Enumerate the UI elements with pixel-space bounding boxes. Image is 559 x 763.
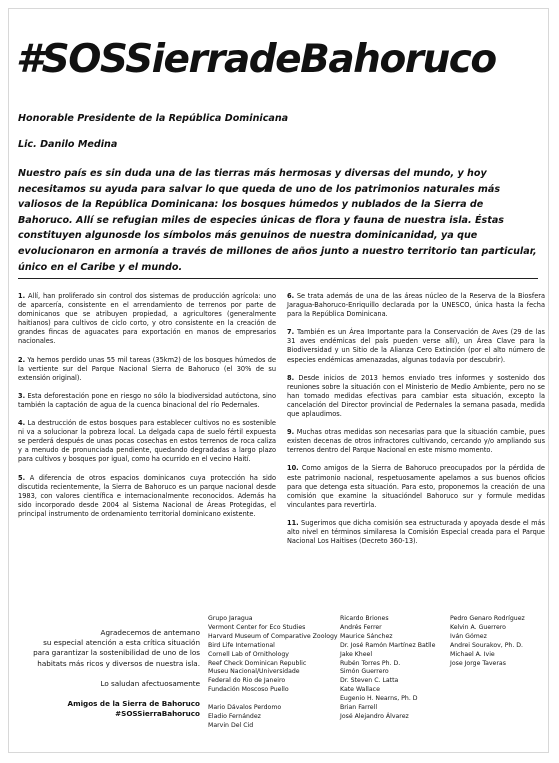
point-number: 2.	[18, 355, 26, 364]
point-text: También es un Área Importante para la Conservación de Aves (29 de las 31 aves endémicas del país pueden verse allí), un Área Clave para la Biodiversidad y un Sitio de la Alianza Cero Extinción (por el alto número de especies endémicas amenazadas, algunas todavía por descubrir).	[287, 328, 545, 364]
signature-group: Amigos de la Sierra de Bahoruco	[67, 699, 200, 709]
signatory-name: Jose Jorge Taveras	[450, 659, 506, 667]
signatories-column-1	[208, 615, 338, 731]
point-text: Ya hemos perdido unas 55 mil tareas (35km2) de los bosques húmedos de la vertiente sur del Parque Nacional Sierra de Bahoruco (el 30% de su extensión original).	[18, 355, 276, 382]
point-number: 11.	[287, 518, 299, 527]
point-number: 5.	[18, 473, 26, 482]
points-column-left	[18, 292, 276, 528]
signatory-name: Pedro Genaro Rodríguez	[450, 615, 525, 622]
closing-greeting: Lo saludan afectuosamente	[100, 678, 200, 688]
section-divider	[18, 278, 538, 279]
numbered-point	[18, 392, 276, 410]
signatory-name: Brian Farrell	[340, 704, 378, 712]
point-number: 4.	[18, 419, 26, 428]
numbered-point	[18, 356, 276, 383]
signatory-name: Ricardo Briones	[340, 615, 389, 622]
page-title: #SOSSierradeBahoruco	[16, 37, 496, 82]
point-number: 10.	[287, 464, 299, 473]
point-number: 6.	[287, 292, 295, 300]
point-text: Como amigos de la Sierra de Bahoruco preocupados por la pérdida de este patrimonio nacional, respetuosamente apelamos a sus buenos oficios para que detenga esta situación. Para esto, proponemos la creación de una comisión que examine la situacióndel Bahoruco sur y formule medidas vinculantes para revertirla.	[287, 464, 545, 509]
point-number: 9.	[287, 428, 295, 437]
signatory-name: Harvard Museum of Comparative Zoology	[208, 632, 338, 640]
point-text: La destrucción de estos bosques para establecer cultivos no es sostenible ni va a solucionar la pobreza local. La delgada capa de suelo fértil expuesta se perderá después de unas pocas cosechas en estos terrenos de roca caliza y a menudo de pronunciada pendiente, quedando degradadas a largo plazo para cultivos y bosques por igual, como ha ocurrido en el vecino Haití.	[18, 419, 276, 464]
signatory-name: Grupo Jaragua	[208, 615, 253, 622]
point-text: Muchas otras medidas son necesarias para que la situación cambie, pues existen decenas de otros infractores cultivando, cercando y/o ampliando sus terrenos dentro del Parque Nacional en este mismo momento.	[287, 428, 545, 455]
signatory-name: Mario Dávalos Perdomo	[208, 704, 282, 712]
point-number: 7.	[287, 328, 295, 337]
closing-line: habitats más ricos y diversos de nuestra isla.	[37, 658, 200, 668]
numbered-point	[18, 292, 276, 347]
closing-line: su especial atención a esta crítica situación	[43, 638, 200, 648]
closing-block	[30, 628, 200, 719]
points-column-right	[287, 292, 545, 555]
closing-line: Agradecemos de antemano	[100, 628, 200, 637]
signatory-name: Federal do Rio de Janeiro	[208, 677, 286, 685]
signatory-name: Fundación Moscoso Puello	[208, 686, 289, 694]
signatory-name: Reef Check Dominican Republic	[208, 659, 307, 667]
signatory-name: Kate Wallace	[340, 686, 380, 694]
point-number: 8.	[287, 373, 295, 382]
numbered-point	[18, 474, 276, 519]
signatory-name: Jake Kheel	[340, 650, 373, 658]
numbered-point	[287, 464, 545, 509]
signatory-name: Maurice Sánchez	[340, 632, 393, 640]
numbered-point	[287, 328, 545, 364]
signatory-name: José Alejandro Álvarez	[340, 712, 409, 720]
point-text: Sugerimos que dicha comisión sea estructurada y apoyada desde el más alto nivel en términos similaresa la Comisión Especial creada para el Parque Nacional Los Haitises (Decreto 360-13).	[287, 518, 545, 546]
intro-paragraph: Nuestro país es sin duda una de las tierras más hermosas y diversas del mundo, y hoy necesitamos su ayuda para salvar lo que queda de uno de los patrimonios naturales más valiosos de la República Dominicana: los bosques húmedos y nublados de la Sierra de Bahoruco. Allí se refugian miles de especies únicas de flora y fauna de nuestra isla. Éstas constituyen algunosde los símbolos más genuinos de nuestra dominicanidad, ya que evolucionaron en armonía a través de millones de años junto a nuestro territorio tan particular, único en el Caribe y el mundo.	[18, 168, 537, 273]
signatory-name: Cornell Lab of Ornithology	[208, 650, 289, 658]
point-text: Esta deforestación pone en riesgo no sólo la biodiversidad autóctona, sino también la captación de agua de la cuenca binacional del río Pedernales.	[18, 391, 276, 409]
numbered-point	[287, 292, 545, 319]
signatory-name: Andrei Sourakov, Ph. D.	[450, 641, 524, 649]
addressee-title: Honorable Presidente de la República Dominicana	[18, 113, 289, 124]
point-number: 1.	[18, 292, 26, 300]
signatory-name: Dr. José Ramón Martínez Batlle	[340, 641, 436, 649]
signatories-column-3	[450, 615, 525, 668]
signatory-name: Eugenio H. Nearns, Ph. D	[340, 695, 418, 703]
signatory-name: Eladio Fernández	[208, 713, 261, 721]
signatory-name: Michael A. Ivie	[450, 650, 495, 658]
signatory-name: Dr. Steven C. Latta	[340, 677, 399, 685]
point-text: Allí, han proliferado sin control dos sistemas de producción agrícola: uno de aparcería, consistente en el arrendamiento de terrenos por parte de dominicanos que se atribuyen propiedad, a agricultores (generalmente haitianos) para cultivos de ciclo corto, y otro consistente en la creación de grandes fincas de aguacates para exportación en manos de empresarios nacionales.	[18, 292, 276, 346]
numbered-point	[287, 428, 545, 455]
numbered-point	[287, 374, 545, 419]
point-text: A diferencia de otros espacios dominicanos cuya protección ha sido discutida recientemente, la Sierra de Bahoruco es un parque nacional desde 1983, con valores científica e internacionalmente reconocidos. Además ha sido incorporado desde 2004 al Sistema Nacional de Áreas Protegidas, el principal instrumento de ordenamiento territorial dominicano existente.	[18, 473, 276, 518]
signatory-name: Marvin Del Cid	[208, 721, 254, 729]
signature-hashtag: #SOSSierraBahoruco	[115, 709, 200, 719]
signatory-name: Vermont Center for Eco Studies	[208, 623, 306, 631]
point-number: 3.	[18, 391, 26, 400]
signatory-name: Museu Nacional/Universidade	[208, 668, 300, 676]
signatory-name: Simón Guerrero	[340, 668, 389, 676]
signatory-name: Rubén Torres Ph. D.	[340, 659, 401, 667]
closing-line: para garantizar la sostenibilidad de uno de los	[33, 648, 200, 658]
addressee-name: Lic. Danilo Medina	[18, 139, 118, 150]
signatory-name: Andrés Ferrer	[340, 623, 382, 631]
signatory-name: Bird Life International	[208, 641, 275, 649]
signatories-column-2	[340, 615, 435, 722]
numbered-point	[287, 519, 545, 546]
point-text: Se trata además de una de las áreas núcleo de la Reserva de la Biosfera Jaragua-Bahoruco-Enriquillo declarada por la UNESCO, única hasta la fecha para la República Dominicana.	[287, 292, 545, 319]
signatory-name: Iván Gómez	[450, 632, 487, 640]
numbered-point	[18, 419, 276, 464]
signatory-name: Kelvin A. Guerrero	[450, 623, 506, 631]
point-text: Desde inicios de 2013 hemos enviado tres informes y sostenido dos reuniones sobre la situación con el Ministerio de Medio Ambiente, pero no se han tomado medidas efectivas para cambiar esta situación, excepto la cancelación del Director provincial de Pedernales la semana pasada, medida que aplaudimos.	[287, 373, 545, 419]
